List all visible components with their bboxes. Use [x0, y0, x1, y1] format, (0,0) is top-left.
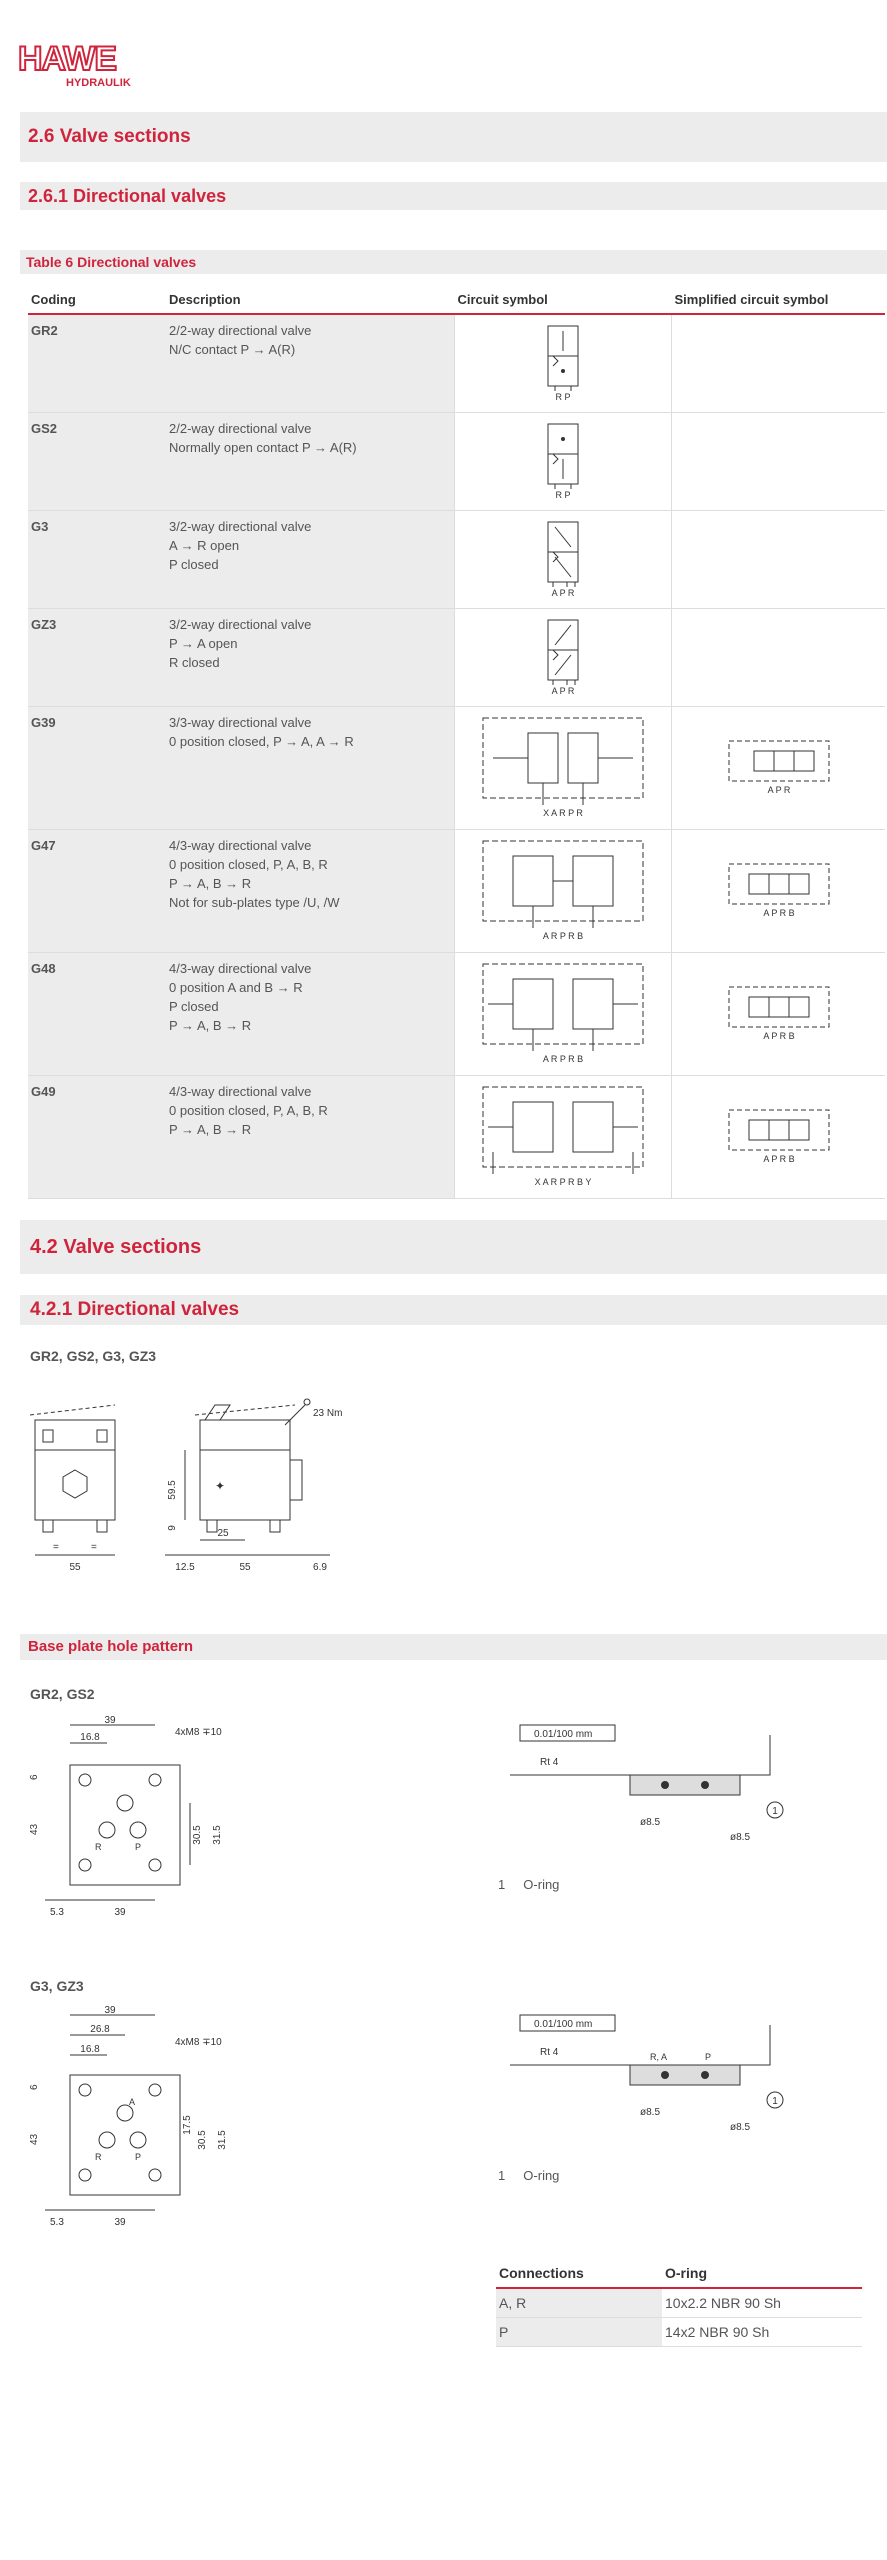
table-row	[28, 1076, 885, 1199]
circuit-symbol	[455, 953, 672, 1076]
section-title: 4.2 Valve sections	[30, 1236, 202, 1258]
svg-text:12.5: 12.5	[175, 1562, 195, 1573]
col-coding: Coding	[28, 288, 166, 314]
description-cell: 4/3-way directional valve 0 position A and B → R P closed P → A, B → R	[166, 953, 455, 1076]
description-cell: 3/2-way directional valve P → A open R closed	[166, 609, 455, 707]
section-title: 2.6 Valve sections	[28, 126, 191, 147]
simplified-symbol	[672, 707, 886, 830]
table-row	[28, 413, 885, 511]
table-row	[28, 830, 885, 953]
svg-text:ø8.5: ø8.5	[640, 2107, 661, 2118]
connections-table	[496, 2261, 862, 2347]
description-cell: 4/3-way directional valve 0 position closed, P, A, B, R P → A, B → R	[166, 1076, 455, 1199]
table-row	[28, 707, 885, 830]
table-row	[28, 609, 885, 707]
circuit-symbol	[455, 707, 672, 830]
connection-cell: P	[496, 2318, 662, 2347]
svg-text:X A R P R B Y: X A R P R B Y	[534, 1177, 592, 1187]
svg-text:A P R B: A P R B	[762, 1030, 795, 1041]
table-row	[28, 511, 885, 609]
hawe-logo	[18, 40, 158, 95]
bp-g3-label: G3, GZ3	[30, 1978, 84, 1994]
oring-note: 1 O-ring	[498, 1877, 560, 1892]
svg-text:R P: R P	[555, 490, 571, 499]
bp-gr2-label: GR2, GS2	[30, 1686, 95, 1702]
oring-cell: 10x2.2 NBR 90 Sh	[662, 2288, 862, 2318]
svg-text:43: 43	[29, 2133, 40, 2145]
col-circuit-symbol: Circuit symbol	[455, 288, 672, 314]
svg-text:6.9: 6.9	[313, 1562, 327, 1573]
svg-text:43: 43	[29, 1823, 40, 1835]
table-row	[496, 2318, 862, 2347]
hole-pattern-gr2	[25, 1715, 285, 1930]
section-view-gr2	[490, 1715, 790, 1860]
svg-text:Rt 4: Rt 4	[540, 2047, 559, 2058]
svg-text:ø8.5: ø8.5	[730, 1832, 751, 1843]
table-row	[28, 953, 885, 1076]
svg-text:39: 39	[104, 1715, 116, 1726]
coding-cell: G48	[28, 953, 166, 1076]
svg-text:=: =	[53, 1542, 59, 1553]
svg-text:25: 25	[217, 1528, 229, 1539]
col-connections: Connections	[496, 2261, 662, 2288]
coding-cell: G47	[28, 830, 166, 953]
simplified-symbol	[672, 413, 886, 511]
section-title: 4.2.1 Directional valves	[30, 1299, 240, 1320]
svg-text:16.8: 16.8	[80, 2044, 100, 2055]
description-cell: 2/2-way directional valve N/C contact P → A(R)	[166, 314, 455, 413]
svg-text:59.5: 59.5	[167, 1480, 178, 1500]
coding-cell: G3	[28, 511, 166, 609]
logo-brand: HAWE	[18, 40, 116, 78]
svg-text:1: 1	[772, 1806, 778, 1817]
svg-text:30.5: 30.5	[197, 2130, 208, 2150]
simplified-symbol	[672, 511, 886, 609]
simplified-symbol	[672, 314, 886, 413]
directional-valves-table	[28, 288, 885, 1199]
table-row	[28, 314, 885, 413]
simplified-symbol	[672, 953, 886, 1076]
svg-text:A P R: A P R	[551, 588, 575, 597]
svg-text:39: 39	[104, 2005, 116, 2016]
svg-text:1: 1	[772, 2096, 778, 2107]
svg-text:16.8: 16.8	[80, 1732, 100, 1743]
description-cell: 3/2-way directional valve A → R open P closed	[166, 511, 455, 609]
coding-cell: GZ3	[28, 609, 166, 707]
coding-cell: G49	[28, 1076, 166, 1199]
simplified-symbol	[672, 609, 886, 707]
col-oring: O-ring	[662, 2261, 862, 2288]
svg-text:✦: ✦	[215, 1479, 226, 1493]
table-row	[496, 2288, 862, 2318]
svg-text:39: 39	[114, 2217, 126, 2228]
coding-cell: G39	[28, 707, 166, 830]
section-title: Base plate hole pattern	[28, 1638, 194, 1655]
circuit-symbol	[455, 413, 672, 511]
svg-text:55: 55	[239, 1562, 251, 1573]
svg-text:A P R: A P R	[551, 686, 575, 695]
connection-cell: A, R	[496, 2288, 662, 2318]
svg-text:P: P	[705, 2052, 712, 2062]
svg-text:A P R B: A P R B	[762, 1153, 795, 1164]
circuit-symbol	[455, 609, 672, 707]
svg-text:17.5: 17.5	[182, 2115, 193, 2135]
dim-group-label: GR2, GS2, G3, GZ3	[30, 1348, 157, 1364]
svg-text:A: A	[129, 2097, 136, 2107]
circuit-symbol	[455, 1076, 672, 1199]
svg-text:Rt 4: Rt 4	[540, 1757, 559, 1768]
svg-text:P: P	[135, 1842, 142, 1852]
oring-cell: 14x2 NBR 90 Sh	[662, 2318, 862, 2347]
table-6-caption	[20, 250, 887, 274]
svg-text:4xM8 ∓10: 4xM8 ∓10	[175, 2037, 222, 2048]
svg-text:5.3: 5.3	[50, 1907, 64, 1918]
svg-text:A R P R B: A R P R B	[542, 1054, 584, 1064]
svg-text:A P R: A P R	[767, 784, 790, 795]
svg-text:R: R	[95, 1842, 102, 1852]
svg-text:55: 55	[69, 1562, 81, 1573]
svg-text:5.3: 5.3	[50, 2217, 64, 2228]
section-2-6	[20, 112, 887, 162]
coding-cell: GR2	[28, 314, 166, 413]
svg-text:R, A: R, A	[650, 2052, 668, 2062]
svg-text:X A R P R: X A R P R	[543, 808, 583, 818]
coding-cell: GS2	[28, 413, 166, 511]
svg-text:ø8.5: ø8.5	[730, 2122, 751, 2133]
svg-text:26.8: 26.8	[90, 2024, 110, 2035]
svg-text:0.01/100 mm: 0.01/100 mm	[534, 2019, 593, 2030]
oring-note: 1 O-ring	[498, 2168, 560, 2183]
simplified-symbol	[672, 830, 886, 953]
simplified-symbol	[672, 1076, 886, 1199]
description-cell: 3/3-way directional valve 0 position closed, P → A, A → R	[166, 707, 455, 830]
svg-text:31.5: 31.5	[212, 1825, 223, 1845]
svg-text:ø8.5: ø8.5	[640, 1817, 661, 1828]
col-simplified-symbol: Simplified circuit symbol	[672, 288, 886, 314]
svg-text:=: =	[91, 1542, 97, 1553]
table-caption: Table 6 Directional valves	[26, 254, 197, 270]
svg-text:0.01/100 mm: 0.01/100 mm	[534, 1729, 593, 1740]
svg-text:30.5: 30.5	[192, 1825, 203, 1845]
svg-text:31.5: 31.5	[217, 2130, 228, 2150]
svg-text:A R P R B: A R P R B	[542, 931, 584, 941]
description-cell: 2/2-way directional valve Normally open contact P → A(R)	[166, 413, 455, 511]
section-4-2	[20, 1220, 887, 1274]
valve-dimension-drawing	[25, 1390, 365, 1595]
svg-text:9: 9	[167, 1525, 178, 1531]
svg-text:23 Nm: 23 Nm	[313, 1408, 343, 1419]
hole-pattern-g3	[25, 2005, 285, 2240]
svg-text:6: 6	[29, 1774, 40, 1780]
col-description: Description	[166, 288, 455, 314]
description-cell: 4/3-way directional valve 0 position closed, P, A, B, R P → A, B → R Not for sub-plates type /U, /W	[166, 830, 455, 953]
section-2-6-1	[20, 182, 887, 210]
base-plate-section	[20, 1634, 887, 1660]
logo-sub: HYDRAULIK	[66, 77, 131, 89]
svg-text:R P: R P	[555, 392, 571, 401]
svg-text:6: 6	[29, 2084, 40, 2090]
svg-text:A P R B: A P R B	[762, 907, 795, 918]
svg-text:R: R	[95, 2152, 102, 2162]
svg-text:P: P	[135, 2152, 142, 2162]
circuit-symbol	[455, 830, 672, 953]
svg-text:39: 39	[114, 1907, 126, 1918]
circuit-symbol	[455, 314, 672, 413]
svg-text:4xM8 ∓10: 4xM8 ∓10	[175, 1727, 222, 1738]
circuit-symbol	[455, 511, 672, 609]
section-title: 2.6.1 Directional valves	[28, 186, 227, 206]
section-view-g3	[490, 2005, 790, 2150]
section-4-2-1	[20, 1295, 887, 1325]
